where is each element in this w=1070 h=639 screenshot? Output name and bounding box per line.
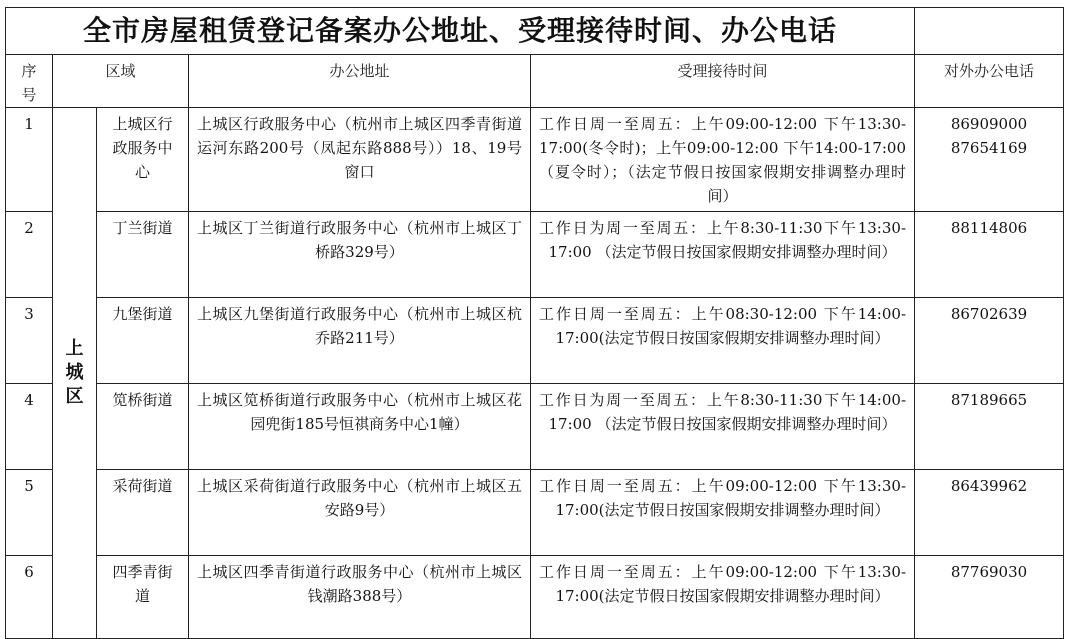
registration-offices-table	[5, 7, 1064, 639]
office-hours: 工作日周一至周五：上午08:30-12:00 下午14:00-17:00(法定节假日按国家假期安排调整办理时间）	[531, 298, 915, 384]
district-cell	[53, 108, 97, 639]
table-row	[6, 212, 1064, 298]
district-label: 上城区	[65, 338, 84, 407]
office-hours: 工作日周一至周五：上午09:00-12:00 下午13:30-17:00(冬令时)；上午09:00-12:00 下午14:00-17:00（夏令时）；（法定节假日按国家假期安排调整办理时间）	[531, 108, 915, 212]
row-seq: 1	[6, 108, 53, 212]
table-title-cell	[6, 8, 915, 55]
phone-number: 87769030	[950, 563, 1028, 581]
title-row	[6, 8, 1064, 55]
table-row	[6, 108, 1064, 212]
table-row	[6, 384, 1064, 470]
office-address: 上城区九堡街道行政服务中心（杭州市上城区杭乔路211号）	[189, 298, 531, 384]
office-hours: 工作日为周一至周五：上午8:30-11:30下午14:00-17:00 （法定节假日按国家假期安排调整办理时间）	[531, 384, 915, 470]
office-name: 采荷街道	[97, 470, 189, 556]
office-name: 九堡街道	[97, 298, 189, 384]
office-phone	[915, 556, 1064, 639]
header-area	[53, 55, 189, 108]
header-address	[189, 55, 531, 108]
phone-number: 86439962	[950, 477, 1028, 495]
office-hours: 工作日周一至周五：上午09:00-12:00 下午13:30-17:00(法定节假日按国家假期安排调整办理时间）	[531, 556, 915, 639]
office-address: 上城区四季青街道行政服务中心（杭州市上城区钱潮路388号）	[189, 556, 531, 639]
header-phone	[915, 55, 1064, 108]
office-name: 丁兰街道	[97, 212, 189, 298]
row-seq: 4	[6, 384, 53, 470]
row-seq: 5	[6, 470, 53, 556]
office-address: 上城区采荷街道行政服务中心（杭州市上城区五安路9号）	[189, 470, 531, 556]
office-phone	[915, 298, 1064, 384]
title-blank-cell	[915, 8, 1064, 55]
office-phone	[915, 470, 1064, 556]
header-row	[6, 55, 1064, 108]
phone-number: 87189665	[950, 391, 1028, 409]
header-phone-label: 对外办公电话	[944, 62, 1035, 80]
table-row	[6, 556, 1064, 639]
phone-number: 87654169	[950, 139, 1028, 157]
row-seq: 6	[6, 556, 53, 639]
table-title: 全市房屋租赁登记备案办公地址、受理接待时间、办公电话	[83, 14, 838, 47]
office-address: 上城区笕桥街道行政服务中心（杭州市上城区花园兜街185号恒祺商务中心1幢）	[189, 384, 531, 470]
phone-number: 86909000	[950, 115, 1028, 133]
header-seq-label: 序号	[21, 62, 37, 104]
header-address-label: 办公地址	[329, 62, 390, 80]
row-seq: 2	[6, 212, 53, 298]
phone-number: 88114806	[950, 219, 1028, 237]
office-address: 上城区丁兰街道行政服务中心（杭州市上城区丁桥路329号）	[189, 212, 531, 298]
header-hours	[531, 55, 915, 108]
office-name: 四季青街道	[97, 556, 189, 639]
office-name: 笕桥街道	[97, 384, 189, 470]
office-phone	[915, 108, 1064, 212]
office-address: 上城区行政服务中心（杭州市上城区四季青街道运河东路200号（凤起东路888号））18、19号窗口	[189, 108, 531, 212]
row-seq: 3	[6, 298, 53, 384]
office-hours: 工作日为周一至周五：上午8:30-11:30下午13:30-17:00 （法定节假日按国家假期安排调整办理时间）	[531, 212, 915, 298]
header-area-label: 区域	[105, 62, 136, 80]
table-row	[6, 298, 1064, 384]
phone-number: 86702639	[950, 305, 1028, 323]
office-phone	[915, 212, 1064, 298]
office-hours: 工作日周一至周五：上午09:00-12:00 下午13:30-17:00(法定节假日按国家假期安排调整办理时间）	[531, 470, 915, 556]
header-hours-label: 受理接待时间	[677, 62, 768, 80]
table-row	[6, 470, 1064, 556]
header-seq	[6, 55, 53, 108]
office-name: 上城区行政服务中心	[97, 108, 189, 212]
office-phone	[915, 384, 1064, 470]
